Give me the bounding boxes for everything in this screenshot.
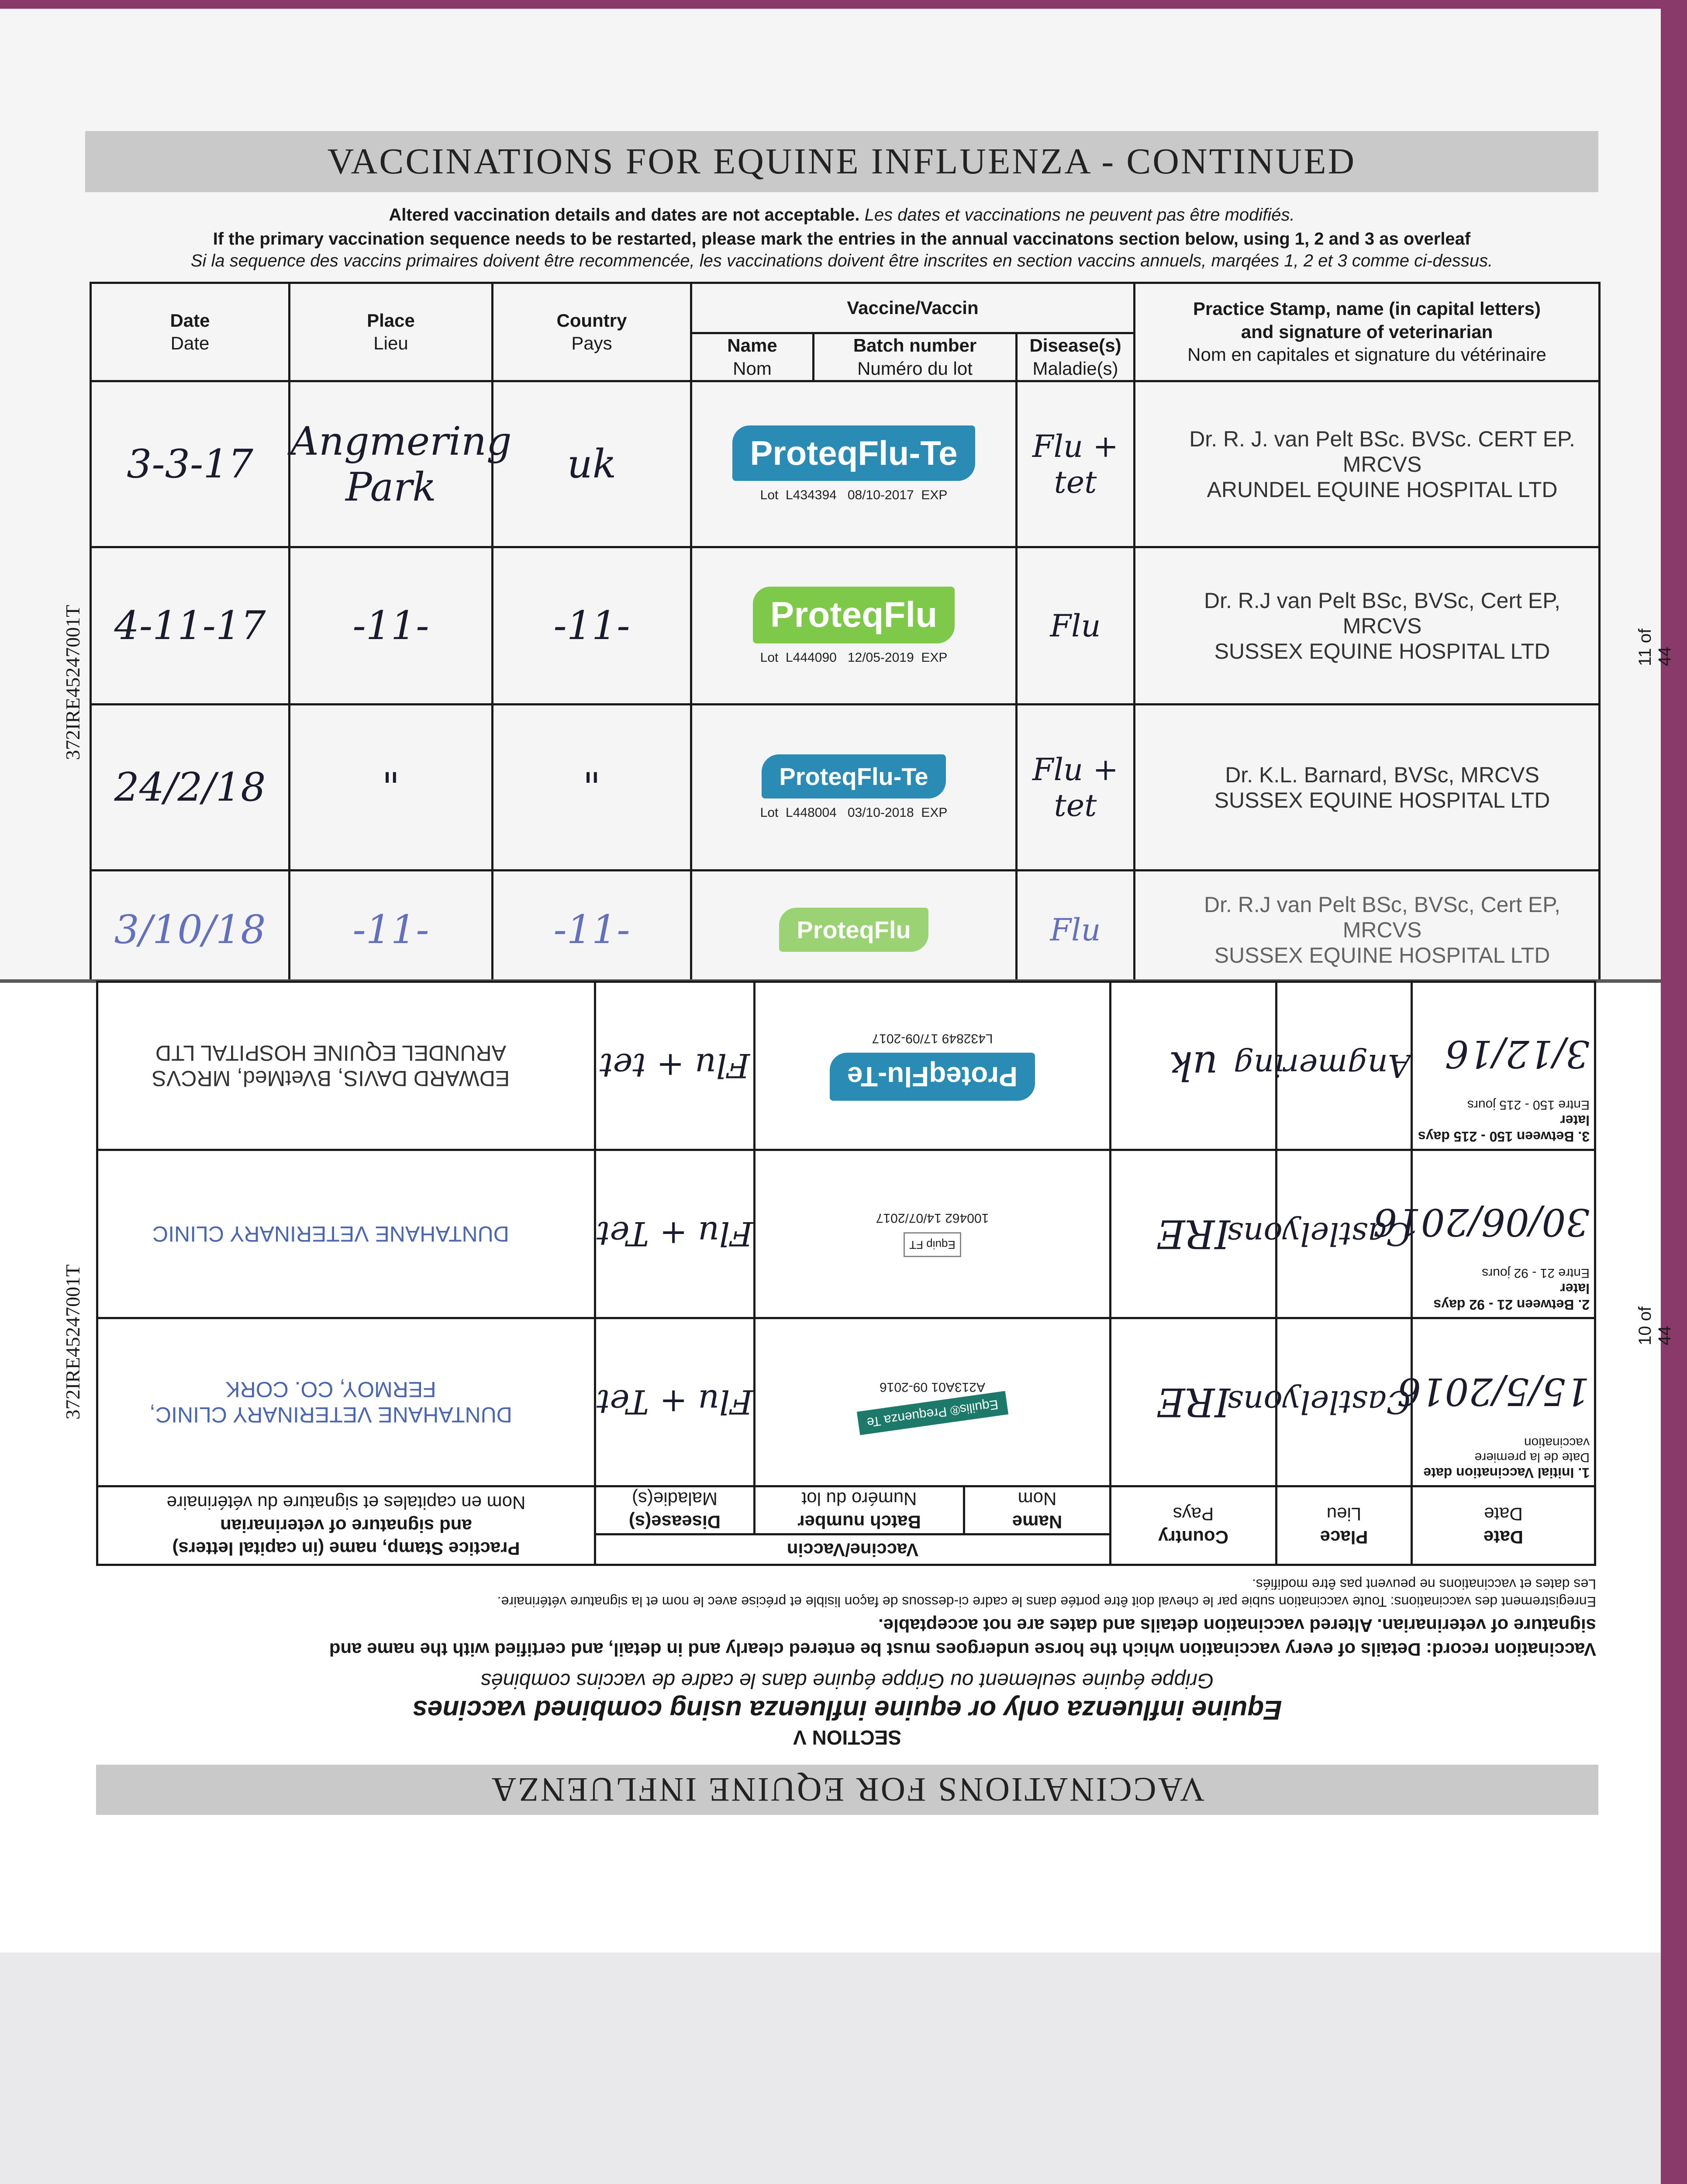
binder-right-edge [1661,0,1687,2184]
header-place: Place Lieu [1276,1486,1412,1565]
record-fr-2: Les dates et vaccinations ne peuvent pas être modifiés. [1252,1576,1596,1592]
vet-stamp: EDWARD DAVIS, BVetMed, MRCVS ARUNDEL EQUINE HOSPITAL LTD [97,982,595,1150]
vet-stamp: Dr. R.J van Pelt BSc, BVSc, Cert EP, MRCVS SUSSEX EQUINE HOSPITAL LTD [1135,547,1600,705]
table-row [91,547,1600,705]
header-batch: Batch number Numéro du lot [755,1486,964,1534]
date-cell: 4-11-17 [91,547,290,705]
place-cell: Angmering Park [290,381,493,547]
country-cell: IRE [1111,1150,1276,1318]
header-date: Date Date [1412,1486,1595,1565]
country-cell: uk [493,381,691,547]
binder-top-edge [0,0,1687,9]
record-line-2: signature of veterinarian. Altered vaccination details and dates are not acceptable. [878,1615,1596,1636]
header-date: Date Date [91,283,290,381]
vet-stamp: Dr. R.J van Pelt BSc, BVSc, Cert EP, MRCVS SUSSEX EQUINE HOSPITAL LTD [1135,871,1600,988]
header-place: Place Lieu [290,283,493,381]
side-code: 372IRE45247001T [62,605,84,760]
vaccine-label-cell [755,982,1111,1150]
record-line-1: Vaccination record: Details of every vaccination which the horse undergoes must be entered clearly and in detail, and certified with the name and [329,1639,1596,1660]
notice-line-3: Si la sequence des vaccins primaires doivent être recommencée, les vaccinations doivent être inscrites en section vaccins annuels, marqées 1, 2 et 3 comme ci-dessus. [190,251,1493,270]
header-country: Country Pays [1111,1486,1276,1565]
batch-number: A213A01 09-2016 [880,1380,985,1394]
disease-cell: Flu [1017,871,1135,988]
country-cell: " [493,705,691,871]
vaccine-label: Equilis® Prequenza Te [856,1391,1008,1435]
section-label: SECTION V [793,1726,901,1749]
header-stamp: Practice Stamp, name (in capital letters) and signature of veterinarian Nom en capitales et signature du vétérinaire [97,1486,595,1565]
scanner-background [0,1952,1661,2184]
lot-line: Lot L448004 03/10-2018 EXP [760,805,948,820]
date-cell: 3-3-17 [91,381,290,547]
notice-line-2: If the primary vaccination sequence needs to be restarted, please mark the entries in the annual vaccinatons section below, using 1, 2 and 3 as overleaf [213,229,1471,249]
vaccine-label-cell [691,381,1017,547]
header-vaccine: Vaccine/Vaccin [691,283,1135,333]
header-stamp: Practice Stamp, name (in capital letters) and signature of veterinarian Nom en capitales et signature du vétérinaire [1135,283,1600,381]
section-title: Equine influenza only or equine influenza using combined vaccines [412,1695,1282,1725]
header-disease: Disease(s) Maladie(s) [595,1486,754,1534]
table-row [91,871,1600,988]
table-row [97,1150,1595,1318]
batch-number: L432849 17/09-2017 [872,1031,993,1046]
vaccine-label: ProteqFlu-Te [732,425,975,481]
country-cell: -11- [493,547,691,705]
disease-cell: Flu + Tet [595,1150,754,1318]
vet-stamp: Dr. R. J. van Pelt BSc. BVSc. CERT EP. MRCVS ARUNDEL EQUINE HOSPITAL LTD [1135,381,1600,547]
vaccine-label: ProteqFlu [753,587,955,643]
table-row [91,705,1600,871]
date-cell: 2. Between 21 - 92 days later Entre 21 - 92 jours 30/06/2016 [1412,1150,1595,1318]
date-cell: 1. Initial Vaccination date Date de la premiere vaccination 15/5/2016 [1412,1318,1595,1486]
lot-line: Lot L434394 08/10-2017 EXP [760,488,948,502]
table-row [91,381,1600,547]
vaccine-label: Equip FT [904,1233,961,1258]
place-cell: -11- [290,547,493,705]
disease-cell: Flu + tet [1017,705,1135,871]
vet-stamp: DUNTAHANE VETERINARY CLINIC, FERMOY, CO. CORK [97,1318,595,1486]
vet-stamp: Dr. K.L. Barnard, BVSc, MRCVS SUSSEX EQUINE HOSPITAL LTD [1135,705,1600,871]
vaccination-table-continued [90,282,1601,988]
section-banner: VACCINATIONS FOR EQUINE INFLUENZA [96,1765,1598,1815]
country-cell: -11- [493,871,691,988]
table-row [97,982,1595,1150]
place-cell: Angmering [1276,982,1412,1150]
header-batch: Batch number Numéro du lot [814,333,1017,381]
place-cell: Castlelyons [1276,1150,1412,1318]
date-cell: 3/10/18 [91,871,290,988]
section-title-fr: Grippe équine seulement ou Grippe équine dans le cadre de vaccins combinés [480,1669,1214,1692]
vaccine-label: ProteqFlu [779,908,928,952]
vaccine-label-cell [691,705,1017,871]
disease-cell: Flu + tet [595,982,754,1150]
page-title: VACCINATIONS FOR EQUINE INFLUENZA - CONTINUED [85,131,1598,192]
header-country: Country Pays [493,283,691,381]
notice-line-1: Altered vaccination details and dates are not acceptable. Les dates et vaccinations ne peuvent pas être modifiés. [389,205,1295,225]
section-v-upside-down [98,985,1596,1758]
date-cell: 24/2/18 [91,705,290,871]
vaccine-label-cell [755,1150,1111,1318]
vaccine-label-cell [755,1318,1111,1486]
vaccine-label-cell [691,547,1017,705]
date-cell: 3. Between 150 - 215 days later Entre 150 - 215 jours 3/12/16 [1412,982,1595,1150]
country-cell: uk [1111,982,1276,1150]
disease-cell: Flu + tet [1017,381,1135,547]
vaccination-table [96,981,1596,1566]
table-row [97,1318,1595,1486]
disease-cell: Flu [1017,547,1135,705]
vet-stamp: DUNTAHANE VETERINARY CLINIC [97,1150,595,1318]
place-cell: Castlelyons [1276,1318,1412,1486]
disease-cell: Flu + Tet [595,1318,754,1486]
header-name: Name Nom [964,1486,1111,1534]
header-vaccine: Vaccine/Vaccin [595,1534,1110,1565]
page-number: 11 of 44 [1635,629,1674,666]
lot-line: Lot L444090 12/05-2019 EXP [760,650,948,665]
page-number: 10 of 44 [1635,1306,1674,1345]
country-cell: IRE [1111,1318,1276,1486]
vaccine-label-cell [691,871,1017,988]
batch-number: 100462 14/07/2017 [876,1211,989,1226]
header-disease: Disease(s) Maladie(s) [1017,333,1135,381]
side-code: 372IRE45247001T [62,1264,84,1420]
place-cell: " [290,705,493,871]
record-fr-1: Enregistrement des vaccinations: Toute vaccination subie par le cheval doit être portée dans le cadre ci-dessous de façon lisible et précise avec le nom et la signature vétérinaire. [497,1594,1596,1610]
vaccine-label: ProteqFlu-Te [762,754,945,798]
place-cell: -11- [290,871,493,988]
vaccine-label: ProteqFlu-Te [830,1053,1035,1101]
header-name: Name Nom [691,333,814,381]
